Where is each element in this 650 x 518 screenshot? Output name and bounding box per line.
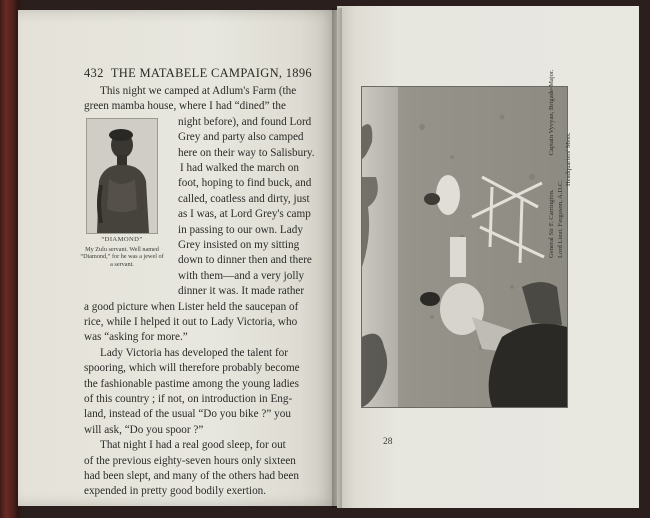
text-line: I had walked the march on xyxy=(180,162,299,175)
photo-scene xyxy=(362,87,567,407)
book-gutter xyxy=(332,8,342,508)
paragraph-top xyxy=(100,84,322,99)
text-line: here on their way to Salisbury. xyxy=(178,146,315,159)
caption-row-1 xyxy=(548,70,557,258)
text-line: spooring, which will therefore probably become xyxy=(84,362,300,375)
text-line: This night we camped at Adlum's Farm (the xyxy=(100,85,297,97)
caption-row-3 xyxy=(565,70,574,258)
text-line: will ask, “Do you spoor ?” xyxy=(84,423,204,436)
paragraph-top-2 xyxy=(84,99,322,114)
portrait-figure xyxy=(87,119,157,233)
text-line: was “asking for more.” xyxy=(84,331,188,344)
portrait-photo-diamond xyxy=(86,118,158,234)
text-line: expended in pretty good bodily exertion. xyxy=(84,485,267,498)
text-line: Grey insisted on my sitting xyxy=(178,239,300,252)
caption-mess: Headquarters' Mess. xyxy=(565,132,573,186)
text-line: dinner it was. It made rather xyxy=(178,285,305,298)
caption-text: My Zulu servant. Well named “Diamond,” for he was a jewel of a servant. xyxy=(80,245,164,268)
caption-title: “DIAMOND” xyxy=(101,236,143,243)
text-line: rice, while I helped it out to Lady Victoria, who xyxy=(84,316,298,328)
text-line: had been slept, and many of the others had been xyxy=(84,470,299,483)
text-line: green mamba house, where I had “dined” the xyxy=(84,100,286,113)
text-line: as I was, at Lord Grey's camp xyxy=(178,208,311,221)
text-line: night before), and found Lord xyxy=(178,115,312,128)
caption-captain: Captain Vyvyan, Brigade-Major. xyxy=(548,69,555,156)
caption-lord: Lord Lieut. Ferguson, A.D.C. xyxy=(556,180,564,258)
text-line: in passing to our own. Lady xyxy=(178,223,303,236)
text-line: Grey and party also camped xyxy=(178,131,304,144)
text-line: the fashionable pastime among the young ladies xyxy=(84,377,299,390)
text-line: down to dinner then and there xyxy=(178,254,312,267)
text-line: with them—and a very jolly xyxy=(178,269,305,282)
caption-general: General Sir F. Carrington. xyxy=(548,189,555,258)
text-bottom xyxy=(84,300,322,500)
text-line: of the previous eighty-seven hours only sixteen xyxy=(84,454,296,467)
photo-caption xyxy=(548,70,574,258)
text-line: Lady Victoria has developed the talent for xyxy=(100,346,288,359)
camp-photograph xyxy=(361,86,568,408)
text-line: land, instead of the usual “Do you bike ?” you xyxy=(84,408,291,421)
text-line: a good picture when Lister held the saucepan of xyxy=(84,300,299,313)
running-head-title: THE MATABELE CAMPAIGN, 1896 xyxy=(110,66,312,80)
text-beside-portrait xyxy=(178,115,322,300)
text-line: of this country ; if not, on introduction in Eng- xyxy=(84,393,293,406)
text-line: foot, hoping to find buck, and xyxy=(178,177,312,190)
running-header xyxy=(84,66,324,81)
portrait-caption xyxy=(80,236,164,268)
text-line: That night I had a real good sleep, for out xyxy=(100,439,286,452)
caption-row-2 xyxy=(557,70,566,258)
page-number: 432 xyxy=(84,66,104,80)
plate-number: 28 xyxy=(383,437,393,447)
text-line: called, coatless and dirty, just xyxy=(178,192,310,205)
